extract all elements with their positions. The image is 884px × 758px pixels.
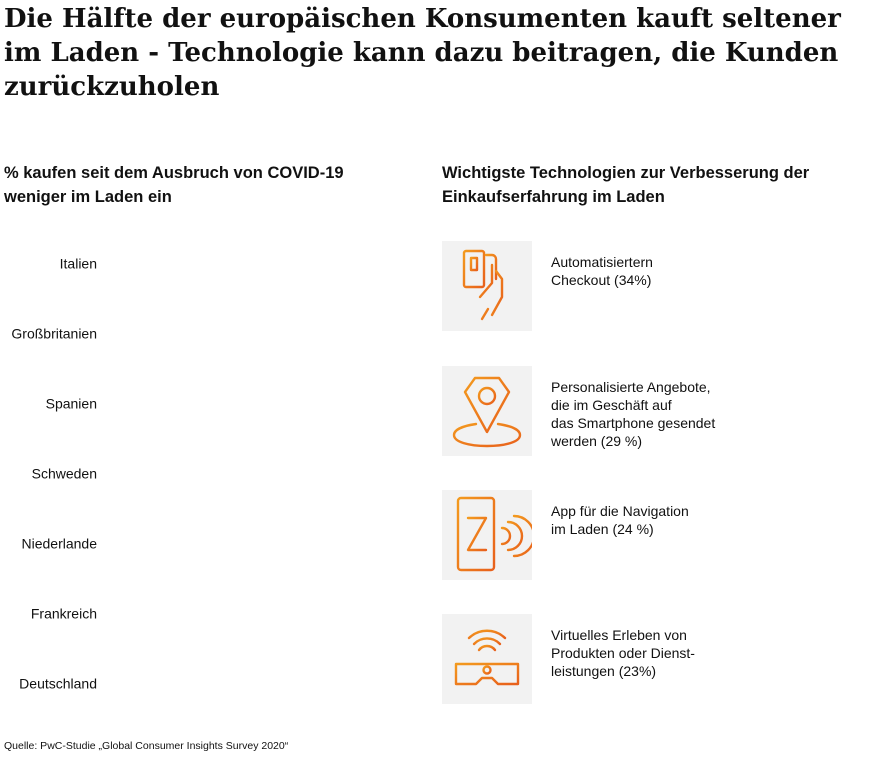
tech-label: App für die Navigation im Laden (24 %) — [551, 503, 689, 537]
tech-item-offers — [442, 366, 882, 458]
country-label-2: Spanien — [45, 395, 97, 412]
country-bar-chart — [0, 230, 420, 710]
location-pin-icon — [442, 366, 532, 456]
technologies-subtitle: Wichtigste Technologien zur Verbesserung der Einkaufserfahrung im Laden — [442, 164, 810, 206]
tech-item-navigation — [442, 490, 882, 582]
source-note: Quelle: PwC-Studie „Global Consumer Insights Survey 2020“ — [4, 740, 289, 752]
country-label-5: Frankreich — [30, 605, 97, 622]
tech-label: Automatisiertern Checkout (34%) — [551, 254, 653, 288]
country-label-3: Schweden — [31, 465, 97, 482]
country-label-6: Deutschland — [19, 675, 97, 692]
smartphone-signal-icon — [442, 490, 532, 580]
tech-label: Personalisierte Angebote, die im Geschäft auf das Smartphone gesendet werden (29 %) — [551, 379, 716, 449]
country-label-0: Italien — [59, 255, 97, 272]
tech-item-virtual — [442, 614, 882, 706]
page-title: Die Hälfte der europäischen Konsumenten kauft seltener im Laden - Technologie kann dazu beitragen, die Kunden zurückzuholen — [4, 4, 841, 102]
chart-subtitle: % kaufen seit dem Ausbruch von COVID-19 weniger im Laden ein — [4, 164, 344, 206]
country-label-1: Großbritanien — [11, 325, 97, 342]
tech-label: Virtuelles Erleben von Produkten oder Dienst- leistungen (23%) — [551, 627, 695, 679]
tech-item-checkout — [442, 241, 882, 333]
country-label-4: Niederlande — [21, 535, 97, 552]
hand-card-icon — [442, 241, 532, 331]
vr-headset-icon — [442, 614, 532, 704]
